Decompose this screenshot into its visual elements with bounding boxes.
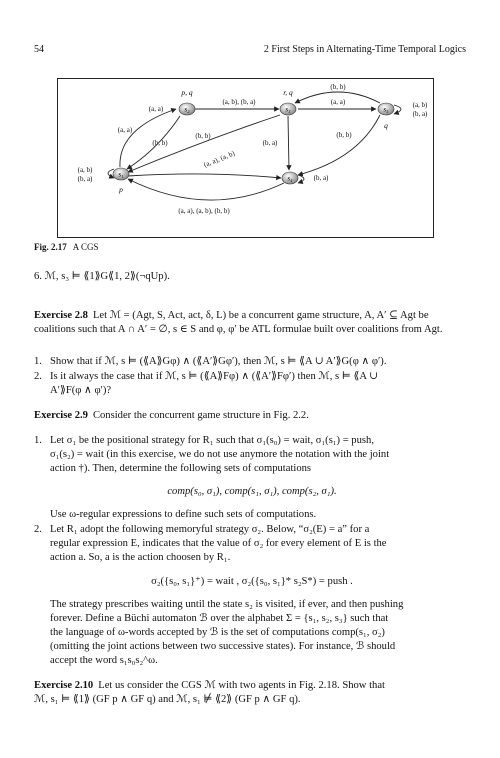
state-label-s2: s₂ [184, 105, 190, 114]
state-label-s1: s₁ [118, 170, 124, 179]
exercise-2-8-text: Let ℳ = (Agt, S, Act, act, δ, L) be a concurrent game structure, A, A′ ⊆ Agt be coalitions such that A ∩ A′ = ∅, s ∈ S and φ, φ′ be ATL formulae built over coalitions from Agt. [34, 310, 443, 335]
edge-s3-s4 [288, 116, 289, 170]
exercise-2-9-p1: The strategy prescribes waiting until the state s₂ is visited, if ever, and then pushing [50, 599, 404, 610]
edge-label-s1-s2: (a, a) [117, 126, 133, 134]
edge-label-s5-s4: (b, b) [336, 131, 352, 139]
formula-computations: comp(s₀, σ₁), comp(s₁, σ₁), comp(s₂, σ₁). [167, 486, 337, 497]
exercise-2-8-item-1-text: Show that if ℳ, s ⊨ (⟪A⟫Gφ) ∧ (⟪A′⟫Gφ′), then ℳ, s ⊨ ⟪A ∪ A′⟫G(φ ∧ φ′). [50, 356, 387, 367]
cgs-diagram [58, 79, 433, 237]
exercise-2-9-item-1-c: action †). Then, determine the following sets of computations [50, 463, 312, 474]
edge-label-s5-loop-2: (b, a) [412, 110, 428, 118]
props-s2: p, q [181, 88, 193, 97]
item-6: 6. ℳ, s₃ ⊨ ⟪1⟫G⟪1, 2⟫(¬qUp). [34, 271, 170, 282]
edge-s1-s4 [128, 174, 281, 178]
item-number: 1. [34, 435, 42, 446]
formula-strategy: σ₂({s₀, s₁}⁺) = wait , σ₂({s₀, s₁}* s₂S*) = push . [151, 576, 353, 587]
item-number: 2. [34, 371, 42, 382]
edge-label-s1-loop-1: (a, b) [77, 166, 93, 174]
exercise-2-9-p5: accept the word s₁s₀s₂^ω. [50, 655, 158, 666]
exercise-2-9-item-2 [34, 523, 470, 537]
state-label-s4: s₄ [287, 174, 293, 183]
exercise-2-9-item-2-a: Let R₁ adopt the following memoryful strategy σ₂. Below, “σ₂(E) = a” for a [50, 524, 370, 535]
exercise-2-9-title: Exercise 2.9 [34, 410, 88, 421]
exercise-2-10-text-a: Let us consider the CGS ℳ with two agents in Fig. 2.18. Show that [98, 680, 385, 691]
edge-label-s1-s4: (a, a), (a, b) [202, 149, 236, 169]
props-s1: p [119, 185, 123, 194]
loop-s5 [394, 105, 401, 114]
exercise-2-8-title: Exercise 2.8 [34, 310, 88, 321]
exercise-2-9-text: Consider the concurrent game structure in Fig. 2.2. [92, 410, 309, 421]
figure-caption [34, 242, 99, 252]
state-label-s5: s₅ [383, 105, 389, 114]
exercise-2-10 [34, 679, 470, 693]
figure-caption-text: A CGS [72, 242, 99, 252]
edge-label-s3-s5: (a, a) [330, 98, 346, 106]
edge-s4-s1 [128, 179, 284, 200]
page-number: 54 [34, 44, 44, 55]
exercise-2-9-use: Use ω-regular expressions to define such sets of computations. [50, 509, 317, 520]
exercise-2-8-item-2 [34, 370, 470, 384]
loop-s4 [298, 175, 304, 183]
edge-label-s4-s1: (a, a), (a, b), (b, b) [178, 207, 230, 215]
exercise-2-9-p2: forever. Define a Büchi automaton ℬ over the alphabet Σ = {s₁, s₂, s₃} such that [50, 613, 389, 624]
props-s5: q [384, 121, 388, 130]
edge-label-s2-s3: (a, b), (b, a) [222, 98, 256, 106]
item-number: 1. [34, 356, 42, 367]
figure-frame [57, 78, 434, 238]
exercise-2-8-item-1 [34, 355, 470, 369]
edge-label-top-left: (a, a) [148, 105, 164, 113]
edge-label-s5-loop-1: (a, b) [412, 101, 428, 109]
exercise-2-8-item-2-text-a: Is it always the case that if ℳ, s ⊨ (⟪A⟫Fφ) ∧ (⟪A′⟫Fφ′) then ℳ, s ⊨ ⟪A ∪ [50, 371, 379, 382]
state-label-s3: s₃ [285, 105, 291, 114]
exercise-2-9 [34, 409, 470, 423]
exercise-2-10-text-b: ℳ, s₁ ⊨ ⟪1⟫ (GF p ∧ GF q) and ℳ, s₁ ⊭ ⟪2⟫ (GF p ∧ GF q). [34, 694, 301, 705]
edge-s5-s4 [298, 115, 380, 175]
exercise-2-9-item-2-c: action a. So, a is the action choosen by R₁. [50, 552, 231, 563]
item-number: 2. [34, 524, 42, 535]
chapter-title: 2 First Steps in Alternating-Time Temporal Logics [263, 44, 466, 55]
exercise-2-8-item-2-cont: A′⟫F(φ ∧ φ′)? [50, 385, 112, 396]
edge-label-s2-s1: (b, b) [152, 139, 168, 147]
exercise-2-9-item-1 [34, 434, 470, 448]
exercise-2-8 [34, 309, 470, 337]
exercise-2-9-p3: the language of ω-words accepted by ℬ is the set of computations comp(s₁, σ₂) [50, 627, 385, 638]
figure-caption-label: Fig. 2.17 [34, 242, 67, 252]
exercise-2-9-item-1-b: σ₁(s₂) = wait (in this exercise, we do not use anymore the notation with the joint [50, 449, 390, 460]
edge-s1-s2 [117, 109, 176, 167]
exercise-2-9-p4: (omitting the joint actions between two successive states). For instance, ℬ should [50, 641, 396, 652]
exercise-2-9-item-1-a: Let σ₁ be the positional strategy for R₁ such that σ₁(s₀) = wait, σ₁(s₁) = push, [50, 435, 374, 446]
edge-label-s3-s4: (b, a) [262, 139, 278, 147]
edge-label-s3-s1: (b, b) [195, 132, 211, 140]
exercise-2-9-item-2-b: regular expression E, indicates that the value of σ₂ for every element of E is the [50, 538, 387, 549]
edge-label-s5-s3: (b, b) [330, 83, 346, 91]
edge-label-s4-loop: (b, a) [313, 174, 329, 182]
edge-label-s1-loop-2: (b, a) [77, 175, 93, 183]
props-s3: r, q [283, 88, 293, 97]
exercise-2-10-title: Exercise 2.10 [34, 680, 94, 691]
